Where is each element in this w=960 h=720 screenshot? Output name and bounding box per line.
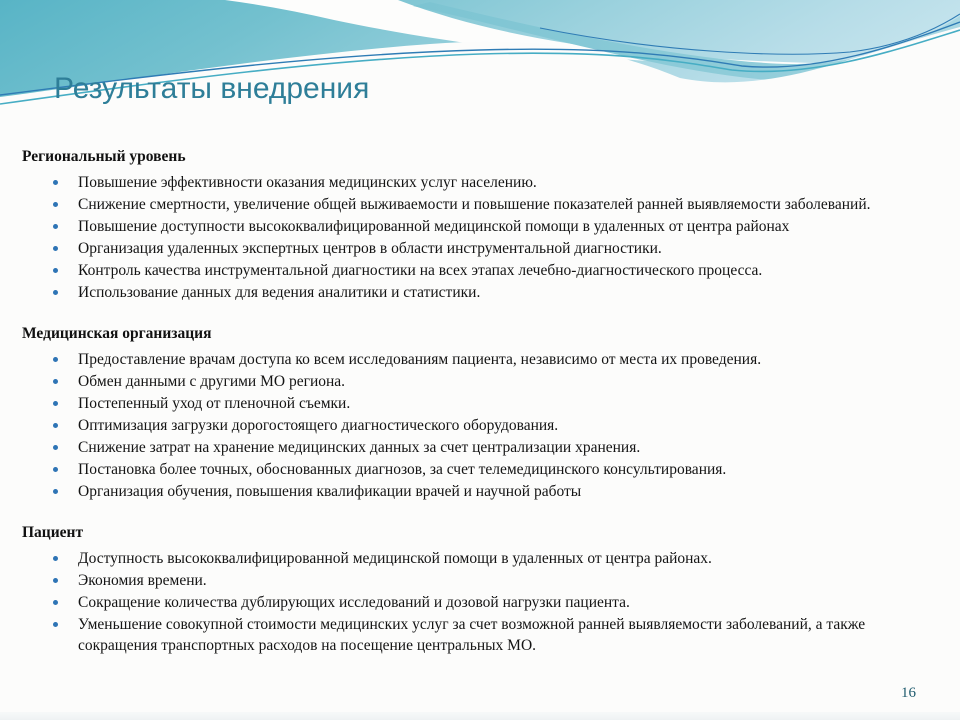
list-item [22,216,894,237]
bullet-list-organization [22,349,894,502]
list-item [22,437,894,458]
list-item-text: Экономия времени. [78,572,207,589]
slide-title: Результаты внедрения [54,72,370,105]
list-item [22,570,894,591]
list-item-text: Снижение смертности, увеличение общей выживаемости и повышение показателей ранней выявляемости заболеваний. [78,196,871,213]
list-item-text: Обмен данными с другими МО региона. [78,373,346,390]
bullet-dot-icon [53,246,58,251]
list-item [22,592,894,613]
list-item [22,349,894,370]
bullet-dot-icon [53,401,58,406]
list-item-text: Контроль качества инструментальной диагностики на всех этапах лечебно-диагностического процесса. [78,262,763,279]
list-item [22,260,894,281]
list-item [22,172,894,193]
bullet-dot-icon [53,290,58,295]
list-item-text: Повышение эффективности оказания медицинских услуг населению. [78,174,537,191]
slide-body [22,146,894,676]
list-item-text: Организация обучения, повышения квалификации врачей и научной работы [78,483,582,500]
list-item-text: Постановка более точных, обоснованных диагнозов, за счет телемедицинского консультирования. [78,461,727,478]
footer-strip [0,712,960,720]
bullet-dot-icon [53,489,58,494]
list-item-text: Использование данных для ведения аналитики и статистики. [78,284,481,301]
list-item [22,371,894,392]
section-heading-regional: Региональный уровень [22,148,186,165]
bullet-dot-icon [53,578,58,583]
bullet-dot-icon [53,268,58,273]
bullet-dot-icon [53,445,58,450]
bullet-dot-icon [53,357,58,362]
section-heading-patient: Пациент [22,524,84,541]
header-wave-decoration [0,0,960,135]
list-item [22,481,894,502]
list-item [22,194,894,215]
page-number: 16 [901,685,916,701]
bullet-dot-icon [53,202,58,207]
bullet-dot-icon [53,467,58,472]
list-item [22,415,894,436]
list-item-text: Снижение затрат на хранение медицинских данных за счет централизации хранения. [78,439,641,456]
list-item [22,393,894,414]
bullet-dot-icon [53,622,58,627]
list-item [22,548,894,569]
bullet-dot-icon [53,556,58,561]
section-heading-organization: Медицинская организация [22,325,212,342]
list-item [22,614,894,656]
bullet-dot-icon [53,379,58,384]
list-item-text: Повышение доступности высококвалифицированной медицинской помощи в удаленных от центра районах [78,218,790,235]
list-item-text: Предоставление врачам доступа ко всем исследованиям пациента, независимо от места их проведения. [78,351,762,368]
list-item [22,238,894,259]
list-item [22,459,894,480]
list-item-text: Уменьшение совокупной стоимости медицинских услуг за счет возможной ранней выявляемости заболеваний, а также сокращения транспортных расходов на посещение центральных МО. [78,616,866,654]
bullet-dot-icon [53,224,58,229]
bullet-list-regional [22,172,894,303]
list-item-text: Сокращение количества дублирующих исследований и дозовой нагрузки пациента. [78,594,630,611]
list-item [22,282,894,303]
list-item-text: Организация удаленных экспертных центров в области инструментальной диагностики. [78,240,662,257]
bullet-dot-icon [53,423,58,428]
list-item-text: Постепенный уход от пленочной съемки. [78,395,351,412]
list-item-text: Оптимизация загрузки дорогостоящего диагностического оборудования. [78,417,559,434]
bullet-dot-icon [53,600,58,605]
list-item-text: Доступность высококвалифицированной медицинской помощи в удаленных от центра районах. [78,550,712,567]
bullet-list-patient [22,548,894,656]
bullet-dot-icon [53,180,58,185]
